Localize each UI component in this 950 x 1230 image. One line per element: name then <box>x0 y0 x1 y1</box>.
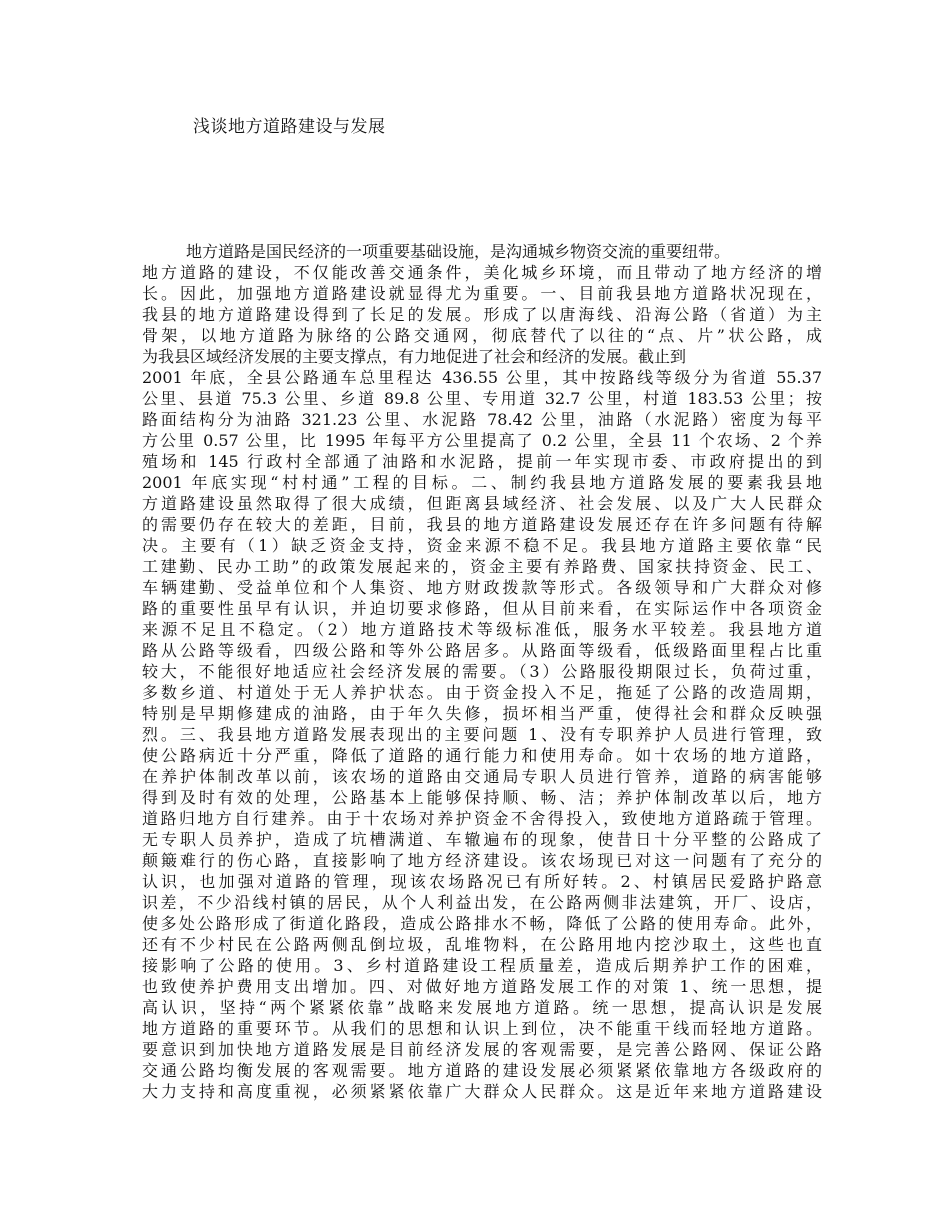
text-line: 颠簸难行的伤心路，直接影响了地方经济建设。该农场现已对这一问题有了充分的 <box>142 851 822 870</box>
text-line: 地方道路是国民经济的一项重要基础设施，是沟通城乡物资交流的重要纽带。 <box>186 242 731 261</box>
text-line: 地方道路的建设，不仅能改善交通条件，美化城乡环境，而且带动了地方经济的增 <box>142 263 822 282</box>
text-line: 2001 年底，全县公路通车总里程达 436.55 公里，其中按路线等级分为省道 55.37 <box>142 368 822 387</box>
text-line: 要意识到加快地方道路发展是目前经济发展的客观需要，是完善公路网、保证公路 <box>142 1040 822 1059</box>
text-line: 方道路建设虽然取得了很大成绩，但距离县域经济、社会发展、以及广大人民群众 <box>142 494 822 513</box>
text-line: 路从公路等级看，四级公路和等外公路居多。从路面等级看，低级路面里程占比重 <box>142 641 822 660</box>
text-line: 接影响了公路的使用。3、乡村道路建设工程质量差，造成后期养护工作的困难， <box>142 956 822 975</box>
text-line: 特别是早期修建成的油路，由于年久失修，损坏相当严重，使得社会和群众反映强 <box>142 704 822 723</box>
text-line: 也致使养护费用支出增加。四、对做好地方道路发展工作的对策 1、统一思想，提 <box>142 977 822 996</box>
text-line: 决。主要有（1）缺乏资金支持，资金来源不稳不足。我县地方道路主要依靠“民 <box>142 536 822 555</box>
text-line: 我县的地方道路建设得到了长足的发展。形成了以唐海线、沿海公路（省道）为主 <box>142 305 822 324</box>
text-line: 认识，也加强对道路的管理，现该农场路况已有所好转。2、村镇居民爱路护路意 <box>142 872 822 891</box>
text-line: 无专职人员养护，造成了坑槽满道、车辙遍布的现象，使昔日十分平整的公路成了 <box>142 830 822 849</box>
text-line: 殖场和 145 行政村全部通了油路和水泥路，提前一年实现市委、市政府提出的到 <box>142 452 822 471</box>
text-line: 道路归地方自行建养。由于十农场对养护资金不舍得投入，致使地方道路疏于管理。 <box>142 809 822 828</box>
text-line: 车辆建勤、受益单位和个人集资、地方财政拨款等形式。各级领导和广大群众对修 <box>142 578 822 597</box>
text-line: 骨架，以地方道路为脉络的公路交通网，彻底替代了以往的“点、片”状公路，成 <box>142 326 822 345</box>
body-paragraph <box>142 241 822 1102</box>
text-line: 大力支持和高度重视，必须紧紧依靠广大群众人民群众。这是近年来地方道路建设 <box>142 1082 822 1101</box>
text-line: 交通公路均衡发展的客观需要。地方道路的建设发展必须紧紧依靠地方各级政府的 <box>142 1061 822 1080</box>
text-line: 高认识，坚持“两个紧紧依靠”战略来发展地方道路。统一思想，提高认识是发展 <box>142 998 822 1017</box>
text-line: 路的重要性虽早有认识，并迫切要求修路，但从目前来看，在实际运作中各项资金 <box>142 599 822 618</box>
text-line: 工建勤、民办工助”的政策发展起来的，资金主要有养路费、国家扶持资金、民工、 <box>142 557 822 576</box>
text-line: 使多处公路形成了街道化路段，造成公路排水不畅，降低了公路的使用寿命。此外， <box>142 914 822 933</box>
document-title: 浅谈地方道路建设与发展 <box>193 117 386 137</box>
text-line: 得到及时有效的处理，公路基本上能够保持顺、畅、洁；养护体制改革以后，地方 <box>142 788 822 807</box>
text-line: 路面结构分为油路 321.23 公里、水泥路 78.42 公里，油路（水泥路）密度为每平 <box>142 410 822 429</box>
text-line: 识差，不少沿线村镇的居民，从个人利益出发，在公路两侧非法建筑，开厂、设店， <box>142 893 822 912</box>
text-line: 还有不少村民在公路两侧乱倒垃圾，乱堆物料，在公路用地内挖沙取土，这些也直 <box>142 935 822 954</box>
text-line: 方公里 0.57 公里，比 1995 年每平方公里提高了 0.2 公里，全县 11 个农场、2 个养 <box>142 431 822 450</box>
text-line: 公里、县道 75.3 公里、乡道 89.8 公里、专用道 32.7 公里，村道 183.53 公里；按 <box>142 389 822 408</box>
text-line: 使公路病近十分严重，降低了道路的通行能力和使用寿命。如十农场的地方道路， <box>142 746 822 765</box>
text-line: 地方道路的重要环节。从我们的思想和认识上到位，决不能重干线而轻地方道路。 <box>142 1019 822 1038</box>
text-line: 较大，不能很好地适应社会经济发展的需要。（3）公路服役期限过长，负荷过重， <box>142 662 822 681</box>
text-line: 烈。三、我县地方道路发展表现出的主要问题 1、没有专职养护人员进行管理，致 <box>142 725 822 744</box>
text-line: 来源不足且不稳定。（2）地方道路技术等级标准低，服务水平较差。我县地方道 <box>142 620 822 639</box>
text-line: 多数乡道、村道处于无人养护状态。由于资金投入不足，拖延了公路的改造周期， <box>142 683 822 702</box>
text-line: 在养护体制改革以前，该农场的道路由交通局专职人员进行管养，道路的病害能够 <box>142 767 822 786</box>
text-line: 的需要仍存在较大的差距，目前，我县的地方道路建设发展还存在许多问题有待解 <box>142 515 822 534</box>
text-line: 为我县区域经济发展的主要支撑点，有力地促进了社会和经济的发展。截止到 <box>142 347 687 366</box>
text-line: 长。因此，加强地方道路建设就显得尤为重要。一、目前我县地方道路状况现在， <box>142 284 822 303</box>
text-line: 2001 年底实现“村村通”工程的目标。二、制约我县地方道路发展的要素我县地 <box>142 473 822 492</box>
